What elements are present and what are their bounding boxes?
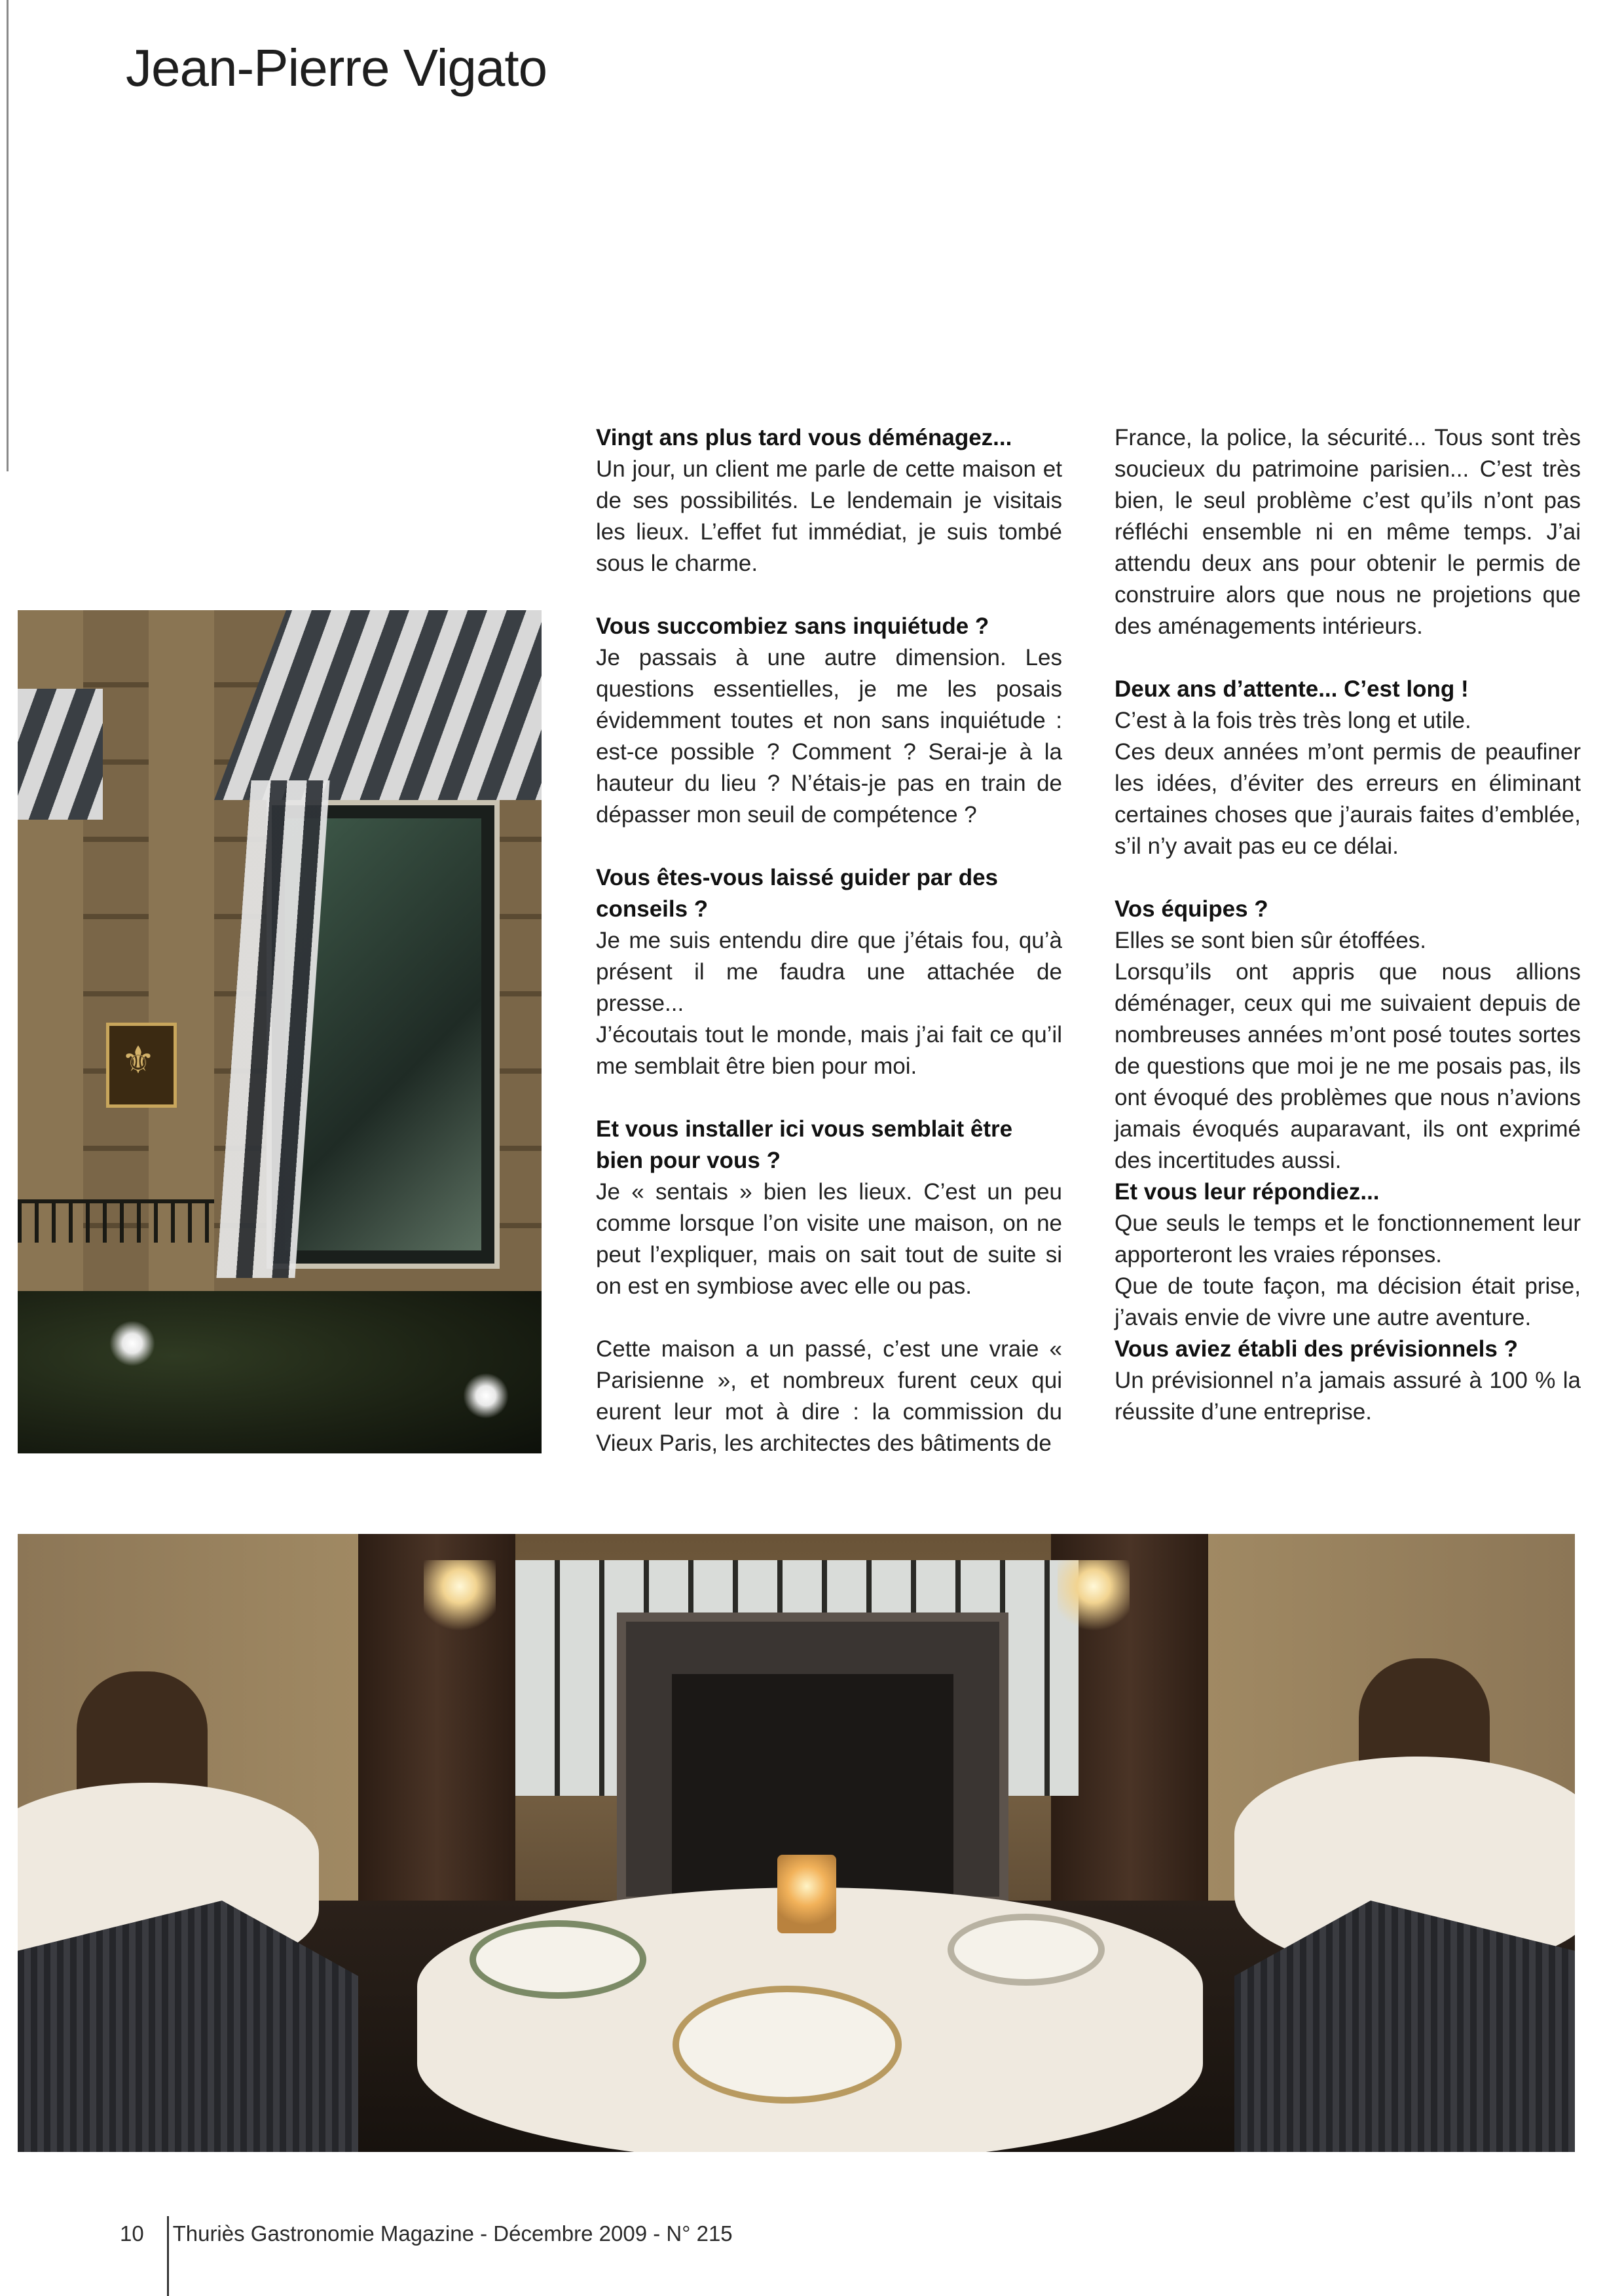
- dinner-plate: [470, 1920, 646, 1999]
- interview-answer: Je me suis entendu dire que j’étais fou, qu’à présent il me faudra une attachée de presse...: [596, 928, 1062, 1016]
- interview-column-2: [1115, 422, 1581, 1428]
- interview-answer: C’est à la fois très très long et utile.: [1115, 708, 1471, 733]
- striped-awning: [18, 689, 103, 820]
- publication-info: Thuriès Gastronomie Magazine - Décembre 2009 - N° 215: [172, 2221, 733, 2246]
- interview-question: Vos équipes ?: [1115, 896, 1268, 922]
- interview-question: Deux ans d’attente... C’est long !: [1115, 676, 1469, 702]
- dinner-plate: [673, 1986, 902, 2104]
- dining-room-photo: [18, 1534, 1575, 2152]
- candelabra-icon: [424, 1560, 496, 1691]
- dinner-plate: [948, 1914, 1105, 1986]
- interview-question: Vous aviez établi des prévisionnels ?: [1115, 1336, 1518, 1362]
- interview-answer: Un prévisionnel n’a jamais assuré à 100 % la réussite d’une entreprise.: [1115, 1368, 1581, 1425]
- interview-answer: Que seuls le temps et le fonctionnement leur apporteront les vraies réponses.: [1115, 1211, 1581, 1267]
- restaurant-facade-photo: [18, 610, 542, 1453]
- page-number: 10: [120, 2221, 144, 2246]
- interview-paragraph: Cette maison a un passé, c’est une vraie « Parisienne », et nombreux furent ceux qui eurent leur mot à dire : la commission du Vieux Paris, les architectes des bâtiments de: [596, 1336, 1062, 1456]
- chef-name-heading: Jean-Pierre Vigato: [126, 39, 547, 97]
- interview-question: Vous êtes-vous laissé guider par des conseils ?: [596, 865, 999, 922]
- interview-answer: Un jour, un client me parle de cette maison et de ses possibilités. Le lendemain je visitais les lieux. L’effet fut immédiat, je suis tombé sous le charme.: [596, 456, 1062, 576]
- table-candle-icon: [777, 1855, 836, 1933]
- interview-answer: J’écoutais tout le monde, mais j’ai fait ce qu’il me semblait être bien pour moi.: [596, 1022, 1062, 1079]
- interview-question: Vingt ans plus tard vous déménagez...: [596, 425, 1012, 450]
- interview-answer: Que de toute façon, ma décision était prise, j’avais envie de vivre une autre aventure.: [1115, 1273, 1581, 1330]
- interview-column-1: [596, 422, 1062, 1459]
- garden-hedge: [18, 1291, 542, 1453]
- left-margin-rule: [7, 0, 9, 471]
- interview-answer: Lorsqu’ils ont appris que nous allions déménager, ceux qui me suivaient depuis de nombreuses années m’ont posé toutes sortes de questions que moi je ne me posais pas, ils ont évoqué des problèmes que nous n’avions jamais évoqués auparavant, ils ont exprimé des incertitudes aussi.: [1115, 959, 1581, 1173]
- page-footer: [120, 2221, 733, 2246]
- candelabra-icon: [1058, 1560, 1130, 1691]
- interview-question: Vous succombiez sans inquiétude ?: [596, 613, 989, 639]
- interview-answer: France, la police, la sécurité... Tous sont très soucieux du patrimoine parisien... C’est très bien, le seul problème c’est qu’ils n’ont pas réfléchi ensemble ni en même temps. J’ai attendu deux ans pour obtenir le permis de construire alors que nous ne projetions que des aménagements intérieurs.: [1115, 425, 1581, 639]
- iron-railing: [18, 1199, 214, 1243]
- interview-answer: Je passais à une autre dimension. Les questions essentielles, je me les posais évidemment toutes et non sans inquiétude : est-ce possible ? Comment ? Serai-je à la hauteur du lieu ? N’étais-je pas en train de dépasser mon seuil de compétence ?: [596, 645, 1062, 828]
- interview-answer: Je « sentais » bien les lieux. C’est un peu comme lorsque l’on visite une maison, on ne peut l’expliquer, mais on sait tout de suite si on est en symbiose avec elle ou pas.: [596, 1179, 1062, 1299]
- garden-lamp: [109, 1321, 155, 1366]
- garden-lamp: [463, 1373, 509, 1419]
- interview-question: Et vous installer ici vous semblait être bien pour vous ?: [596, 1116, 1013, 1173]
- interview-answer: Ces deux années m’ont permis de peaufiner les idées, d’éviter des erreurs en éliminant certaines choses que j’aurais faites d’emblée, s’il n’y avait pas eu ce délai.: [1115, 739, 1581, 859]
- interview-question: Et vous leur répondiez...: [1115, 1179, 1380, 1205]
- fleur-de-lis-plaque-icon: [106, 1023, 177, 1108]
- interview-answer: Elles se sont bien sûr étoffées.: [1115, 928, 1427, 953]
